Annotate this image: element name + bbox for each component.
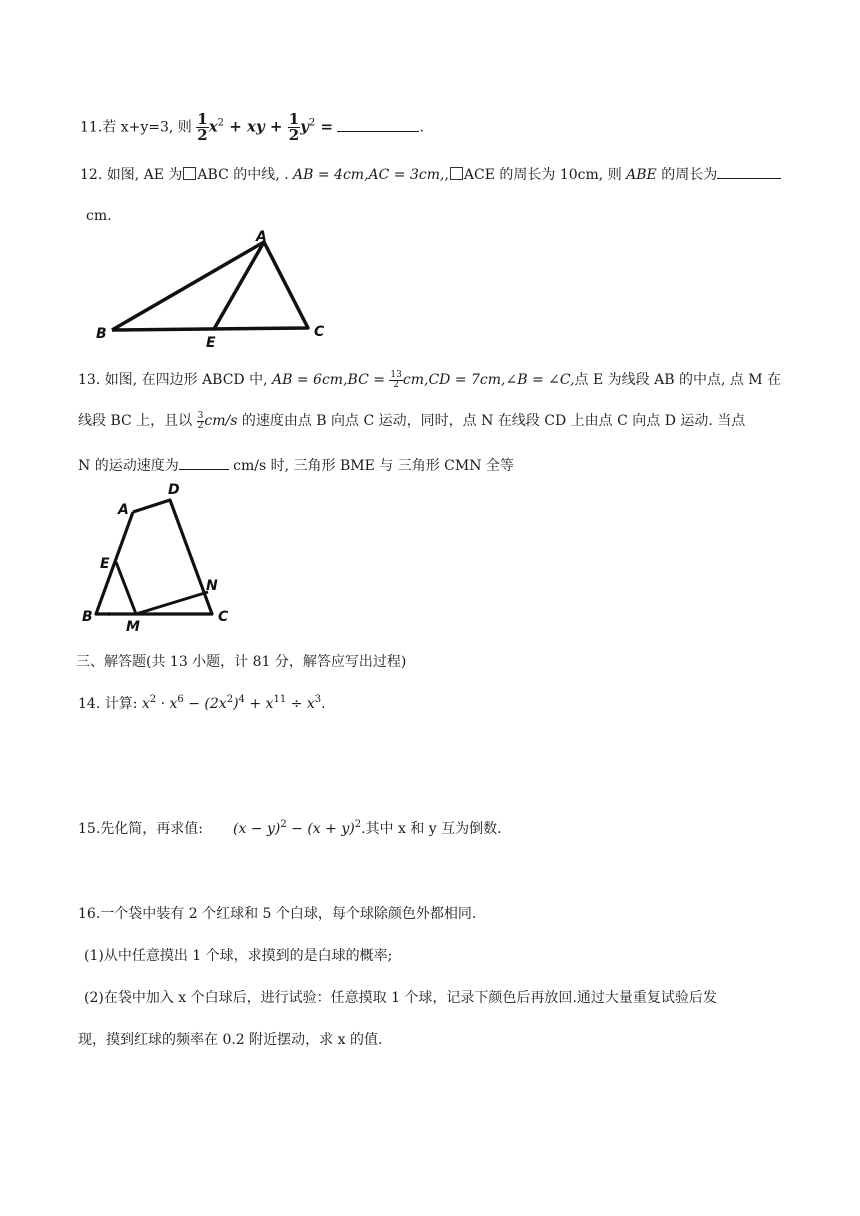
q12-abc: ABC 的中线, .: [197, 167, 294, 183]
q16-part-2: (2)在袋中加入 x 个白球后，进行试验：任意摸取 1 个球，记录下颜色后再放回.通过大量重复试验后发: [84, 990, 717, 1006]
question-11: 11.若 x+y=3, 则 $\frac{1}{2}$ $x^2$ + xy + $\frac{1}{2}$ $y^2$ = .: [80, 110, 424, 144]
q13-line3-b: cm/s 时, 三角形 BME 与 三角形 CMN 全等: [228, 458, 514, 474]
fig13-label-B: B: [82, 609, 93, 625]
q13-line2-b: 的速度由点 B 向点 C 运动，同时，点 N 在线段 CD 上由点 C 向点 D 运动. 当点: [237, 413, 746, 429]
question-14: 14. 计算: $x^2 \cdot x^6 - (2x^2)^4 + x^{11} \div x^3$.: [78, 694, 326, 712]
q14-term-dot: · x: [156, 696, 178, 712]
q13-math-1: AB = 6cm,BC =: [272, 372, 390, 388]
fig12-label-A: A: [256, 229, 267, 245]
fig12-label-B: B: [96, 326, 107, 342]
fig13-label-M: M: [126, 619, 140, 634]
q13-line3-a: N 的运动速度为: [78, 458, 179, 474]
q16-part-2-cont: 现，摸到红球的频率在 0.2 附近摆动，求 x 的值.: [78, 1032, 383, 1048]
q11-fraction-2: $\frac{1}{2}$: [288, 110, 300, 144]
question-15: 15.先化简，再求值: $(x - y)^2 - (x + y)^2$.其中 x 和 y 互为倒数.: [78, 819, 502, 837]
q12-ace: ACE 的周长为 10cm, 则: [463, 167, 627, 183]
q12-sep: ,: [444, 167, 449, 183]
q11-y: y: [300, 117, 309, 136]
q12-answer-blank[interactable]: [717, 164, 781, 179]
q14-term-plus: + x: [244, 696, 274, 712]
question-12: [80, 164, 781, 185]
fig13-label-A: A: [118, 502, 129, 518]
q13-line2-a: 线段 BC 上，且以: [78, 413, 197, 429]
fig13-label-C: C: [218, 609, 229, 625]
q14-term-x: x: [141, 696, 150, 712]
q15-suffix: .其中 x 和 y 互为倒数.: [361, 821, 502, 837]
q15-expr-a: (x − y): [232, 821, 281, 837]
q15-expr-b: − (x + y): [286, 821, 355, 837]
triangle-symbol-box-2: [450, 167, 463, 180]
q14-prefix: 14. 计算:: [78, 696, 142, 712]
question-13-line-3: [78, 455, 514, 476]
q11-x: x: [208, 117, 218, 136]
q14-term-div: ÷ x: [286, 696, 315, 712]
figure-q12-triangle: [90, 226, 340, 350]
q13-text-1: 点 E 为线段 AB 的中点, 点 M 在: [574, 372, 782, 388]
fig13-label-E: E: [100, 556, 110, 572]
q11-fraction-1: $\frac{1}{2}$: [197, 110, 208, 144]
q12-abe: ABE: [626, 167, 657, 183]
fig12-label-E: E: [206, 335, 216, 350]
fig12-label-C: C: [314, 324, 325, 340]
fig13-label-D: D: [168, 482, 180, 498]
q12-suffix: 的周长为: [656, 167, 718, 183]
q11-prefix: 11.若 x+y=3, 则: [80, 119, 192, 136]
q11-period: .: [419, 119, 424, 136]
q16-part-1: (1)从中任意摸出 1 个球，求摸到的是白球的概率;: [84, 948, 393, 964]
figure-q13-quadrilateral: [78, 478, 248, 634]
question-13-line-1: [78, 370, 781, 390]
q14-end: .: [321, 696, 326, 712]
q14-term-minus: − (2x: [183, 696, 227, 712]
q12-math-lengths: AB = 4cm,AC = 3cm,: [293, 167, 445, 183]
q12-prefix: 12. 如图, AE 为: [80, 167, 183, 183]
q11-equals: =: [315, 117, 334, 136]
q15-prefix: 15.先化简，再求值:: [78, 821, 203, 837]
q13-fraction-13-2: $\frac{13}{2}$: [390, 369, 402, 390]
q13-answer-blank[interactable]: [179, 455, 229, 470]
q13-speed-unit: cm/s: [204, 413, 238, 429]
section-3-heading: 三、解答题(共 13 小题，计 81 分，解答应写出过程): [76, 654, 407, 670]
question-13-line-2: [78, 411, 745, 431]
q14-term-close: ): [233, 696, 239, 712]
q12-unit: cm.: [86, 208, 112, 224]
q13-prefix: 13. 如图, 在四边形 ABCD 中,: [78, 372, 273, 388]
q13-math-2: cm,CD = 7cm,∠B = ∠C,: [402, 372, 575, 388]
question-16: 16.一个袋中装有 2 个红球和 5 个白球，每个球除颜色外都相同.: [78, 906, 477, 922]
triangle-symbol-box: [183, 167, 196, 180]
q13-fraction-3-2: $\frac{3}{2}$: [197, 410, 204, 431]
q11-plus-xy: + xy +: [224, 117, 288, 136]
q11-answer-blank[interactable]: [337, 117, 419, 132]
fig13-label-N: N: [206, 578, 218, 594]
